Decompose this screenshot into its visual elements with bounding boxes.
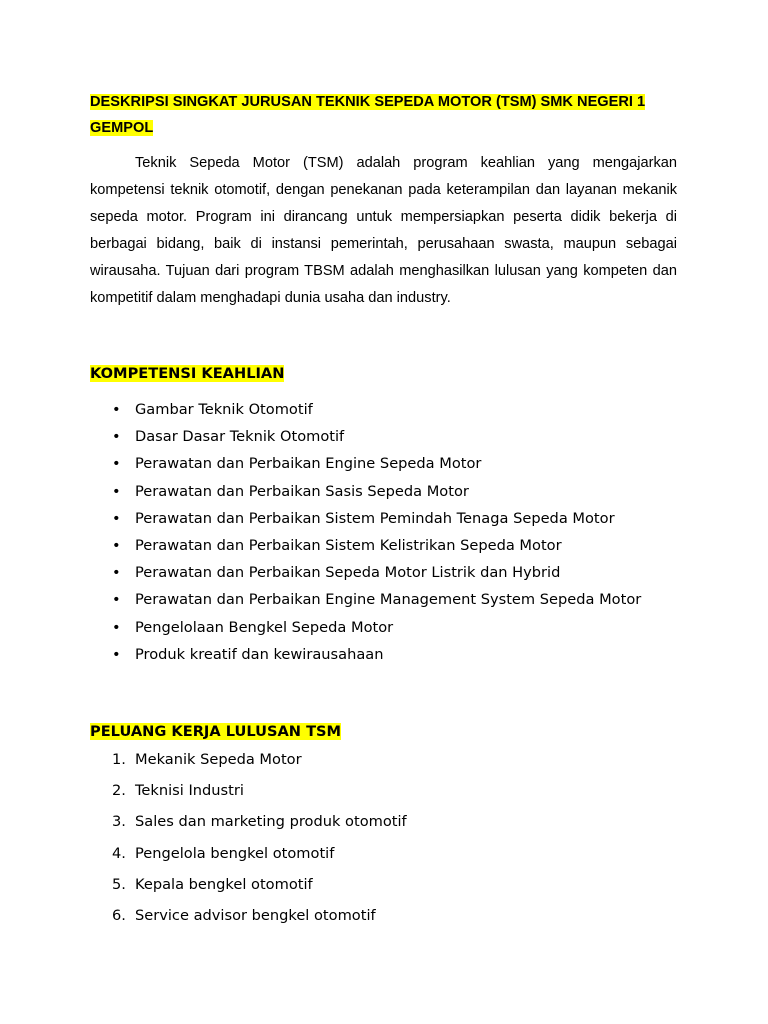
kompetensi-item-text: Dasar Dasar Teknik Otomotif <box>135 428 345 446</box>
kompetensi-item <box>90 641 677 668</box>
kompetensi-item-text: Perawatan dan Perbaikan Engine Management System Sepeda Motor <box>135 591 642 609</box>
peluang-item <box>90 838 677 869</box>
peluang-item-text: Pengelola bengkel otomotif <box>135 844 335 862</box>
peluang-item <box>90 744 677 775</box>
kompetensi-heading-text: KOMPETENSI KEAHLIAN <box>90 365 285 382</box>
list-number: 1. <box>112 751 126 769</box>
peluang-item-text: Teknisi Industri <box>135 782 244 800</box>
document-title <box>90 89 677 141</box>
kompetensi-item <box>90 586 677 613</box>
bullet-icon: • <box>112 482 121 500</box>
bullet-icon: • <box>112 591 121 609</box>
kompetensi-item-text: Gambar Teknik Otomotif <box>135 401 313 418</box>
list-number: 6. <box>112 907 126 925</box>
peluang-item <box>90 806 677 837</box>
peluang-heading <box>90 722 677 742</box>
peluang-item-text: Kepala bengkel otomotif <box>135 875 313 893</box>
kompetensi-item-text: Perawatan dan Perbaikan Sasis Sepeda Motor <box>135 482 469 500</box>
bullet-icon: • <box>112 428 121 446</box>
kompetensi-heading <box>90 364 677 384</box>
peluang-heading-text: PELUANG KERJA LULUSAN TSM <box>90 723 342 741</box>
peluang-item-text: Service advisor bengkel otomotif <box>135 907 376 925</box>
kompetensi-item-text: Perawatan dan Perbaikan Sistem Kelistrikan Sepeda Motor <box>135 537 562 555</box>
bullet-icon: • <box>112 618 121 636</box>
kompetensi-item <box>90 505 677 532</box>
kompetensi-item <box>90 450 677 477</box>
kompetensi-item-text: Perawatan dan Perbaikan Sepeda Motor Listrik dan Hybrid <box>135 564 561 582</box>
kompetensi-item <box>90 559 677 586</box>
kompetensi-item-text: Perawatan dan Perbaikan Engine Sepeda Motor <box>135 455 482 473</box>
kompetensi-item <box>90 532 677 559</box>
peluang-item <box>90 775 677 806</box>
kompetensi-item <box>90 396 677 423</box>
bullet-icon: • <box>112 455 121 473</box>
peluang-item-text: Mekanik Sepeda Motor <box>135 751 302 769</box>
list-number: 4. <box>112 844 126 862</box>
bullet-icon: • <box>112 564 121 582</box>
kompetensi-item <box>90 614 677 641</box>
bullet-icon: • <box>112 509 121 527</box>
kompetensi-item <box>90 478 677 505</box>
bullet-icon: • <box>112 645 121 663</box>
peluang-item-text: Sales dan marketing produk otomotif <box>135 813 407 831</box>
document-title-text: DESKRIPSI SINGKAT JURUSAN TEKNIK SEPEDA MOTOR (TSM) SMK NEGERI 1 GEMPOL <box>90 94 646 136</box>
bullet-icon: • <box>112 401 121 418</box>
peluang-list <box>90 744 677 931</box>
kompetensi-item-text: Produk kreatif dan kewirausahaan <box>135 645 384 663</box>
kompetensi-list <box>90 396 677 668</box>
list-number: 2. <box>112 782 126 800</box>
list-number: 3. <box>112 813 126 831</box>
kompetensi-item <box>90 423 677 450</box>
peluang-item <box>90 900 677 931</box>
document-page <box>90 89 677 931</box>
kompetensi-item-text: Perawatan dan Perbaikan Sistem Pemindah Tenaga Sepeda Motor <box>135 509 615 527</box>
peluang-item <box>90 869 677 900</box>
list-number: 5. <box>112 875 126 893</box>
description-paragraph: Teknik Sepeda Motor (TSM) adalah program keahlian yang mengajarkan kompetensi teknik otomotif, dengan penekanan pada keterampilan dan layanan mekanik sepeda motor. Program ini dirancang untuk mempersiapkan peserta didik bekerja di berbagai bidang, baik di instansi pemerintah, perusahaan swasta, maupun sebagai wirausaha. Tujuan dari program TBSM adalah menghasilkan lulusan yang kompeten dan kompetitif dalam menghadapi dunia usaha dan industry. <box>90 155 677 306</box>
kompetensi-item-text: Pengelolaan Bengkel Sepeda Motor <box>135 618 394 636</box>
bullet-icon: • <box>112 537 121 555</box>
